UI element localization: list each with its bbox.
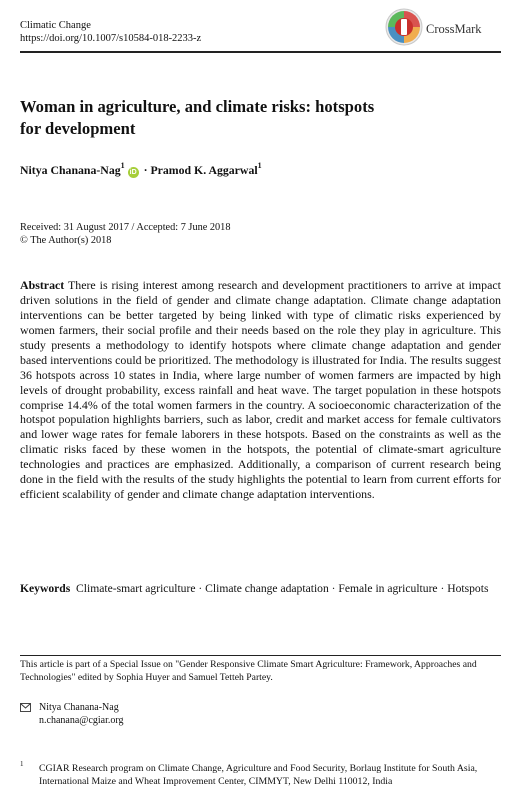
- abstract-text: There is rising interest among research and development practitioners to arrive at impact driven solutions in the field of gender and climate change adaptation. Climate change adaptation interventions can be better targeted by being linked with type of climatic risks experienced by women farmers, their social profile and their needs based on the role they play in agriculture. This study presents a methodology to identify hotspots where climate change adaptation and gender based interventions could be prioritized. The methodology is illustrated for India. The results suggest 36 hotspots across 10 states in India, where large number of women farmers are impacted by high levels of drought probability, excess rainfall and heat wave. The target population in these hotspots comprise 14.4% of the total women farmers in the country. A socioeconomic characterization of the hotspot population highlights barriers, such as labor, credit and market access for female cultivators and lower wage rates for female laborers in these hotspots. Based on the constraints as well as the climatic risks faced by these women in the hotspots, the potential of climate-smart agriculture technologies and practices are emphasized. Additionally, a comparison of current research being done in the field with the results of the study highlights the potential to learn from current efforts for efficient scalability of gender and climate change adaptation interventions.: [20, 278, 501, 502]
- contact-name: Nitya Chanana-Nag: [39, 702, 119, 713]
- abstract-label: Abstract: [20, 278, 65, 292]
- keywords: [20, 581, 501, 596]
- crossmark-badge[interactable]: [384, 7, 504, 47]
- keywords-text: Climate-smart agriculture · Climate change adaptation · Female in agriculture · Hotspots: [76, 582, 489, 595]
- title-line-1: Woman in agriculture, and climate risks: hotspots: [20, 97, 375, 116]
- author-2-affil: 1: [257, 161, 262, 170]
- journal-header: [20, 19, 201, 45]
- received-accepted: Received: 31 August 2017 / Accepted: 7 June 2018: [20, 222, 231, 233]
- envelope-icon: [20, 703, 31, 712]
- author-2[interactable]: Pramod K. Aggarwal: [150, 163, 258, 177]
- copyright: © The Author(s) 2018: [20, 235, 112, 246]
- orcid-icon[interactable]: iD: [129, 169, 137, 176]
- author-1-affil: 1: [120, 161, 125, 170]
- author-1[interactable]: Nitya Chanana-Nag: [20, 163, 121, 177]
- contact-email[interactable]: n.chanana@cgiar.org: [39, 715, 124, 726]
- crossmark-icon: [384, 7, 424, 47]
- affiliation-number: 1: [20, 760, 24, 768]
- keywords-label: Keywords: [20, 582, 71, 595]
- crossmark-label: CrossMark: [426, 22, 482, 36]
- article-title: [20, 96, 460, 140]
- author-separator: ·: [140, 163, 151, 177]
- special-issue-note: This article is part of a Special Issue on "Gender Responsive Climate Smart Agriculture: Framework, Approaches and Technologies" edited by Sophia Huyer and Samuel Tetteh Partey.: [20, 659, 477, 683]
- author-list: [20, 161, 262, 178]
- journal-name: Climatic Change: [20, 20, 91, 31]
- title-line-2: for development: [20, 119, 136, 138]
- header-rule: [20, 51, 501, 53]
- publication-dates: [20, 221, 230, 247]
- footnote-rule: [20, 655, 501, 656]
- abstract: [20, 278, 501, 502]
- affiliation-text: CGIAR Research program on Climate Change, Agriculture and Food Security, Borlaug Institute for South Asia, International Maize and Wheat Improvement Center, CIMMYT, New Delhi 110012, India: [39, 763, 478, 787]
- journal-doi[interactable]: https://doi.org/10.1007/s10584-018-2233-z: [20, 33, 202, 44]
